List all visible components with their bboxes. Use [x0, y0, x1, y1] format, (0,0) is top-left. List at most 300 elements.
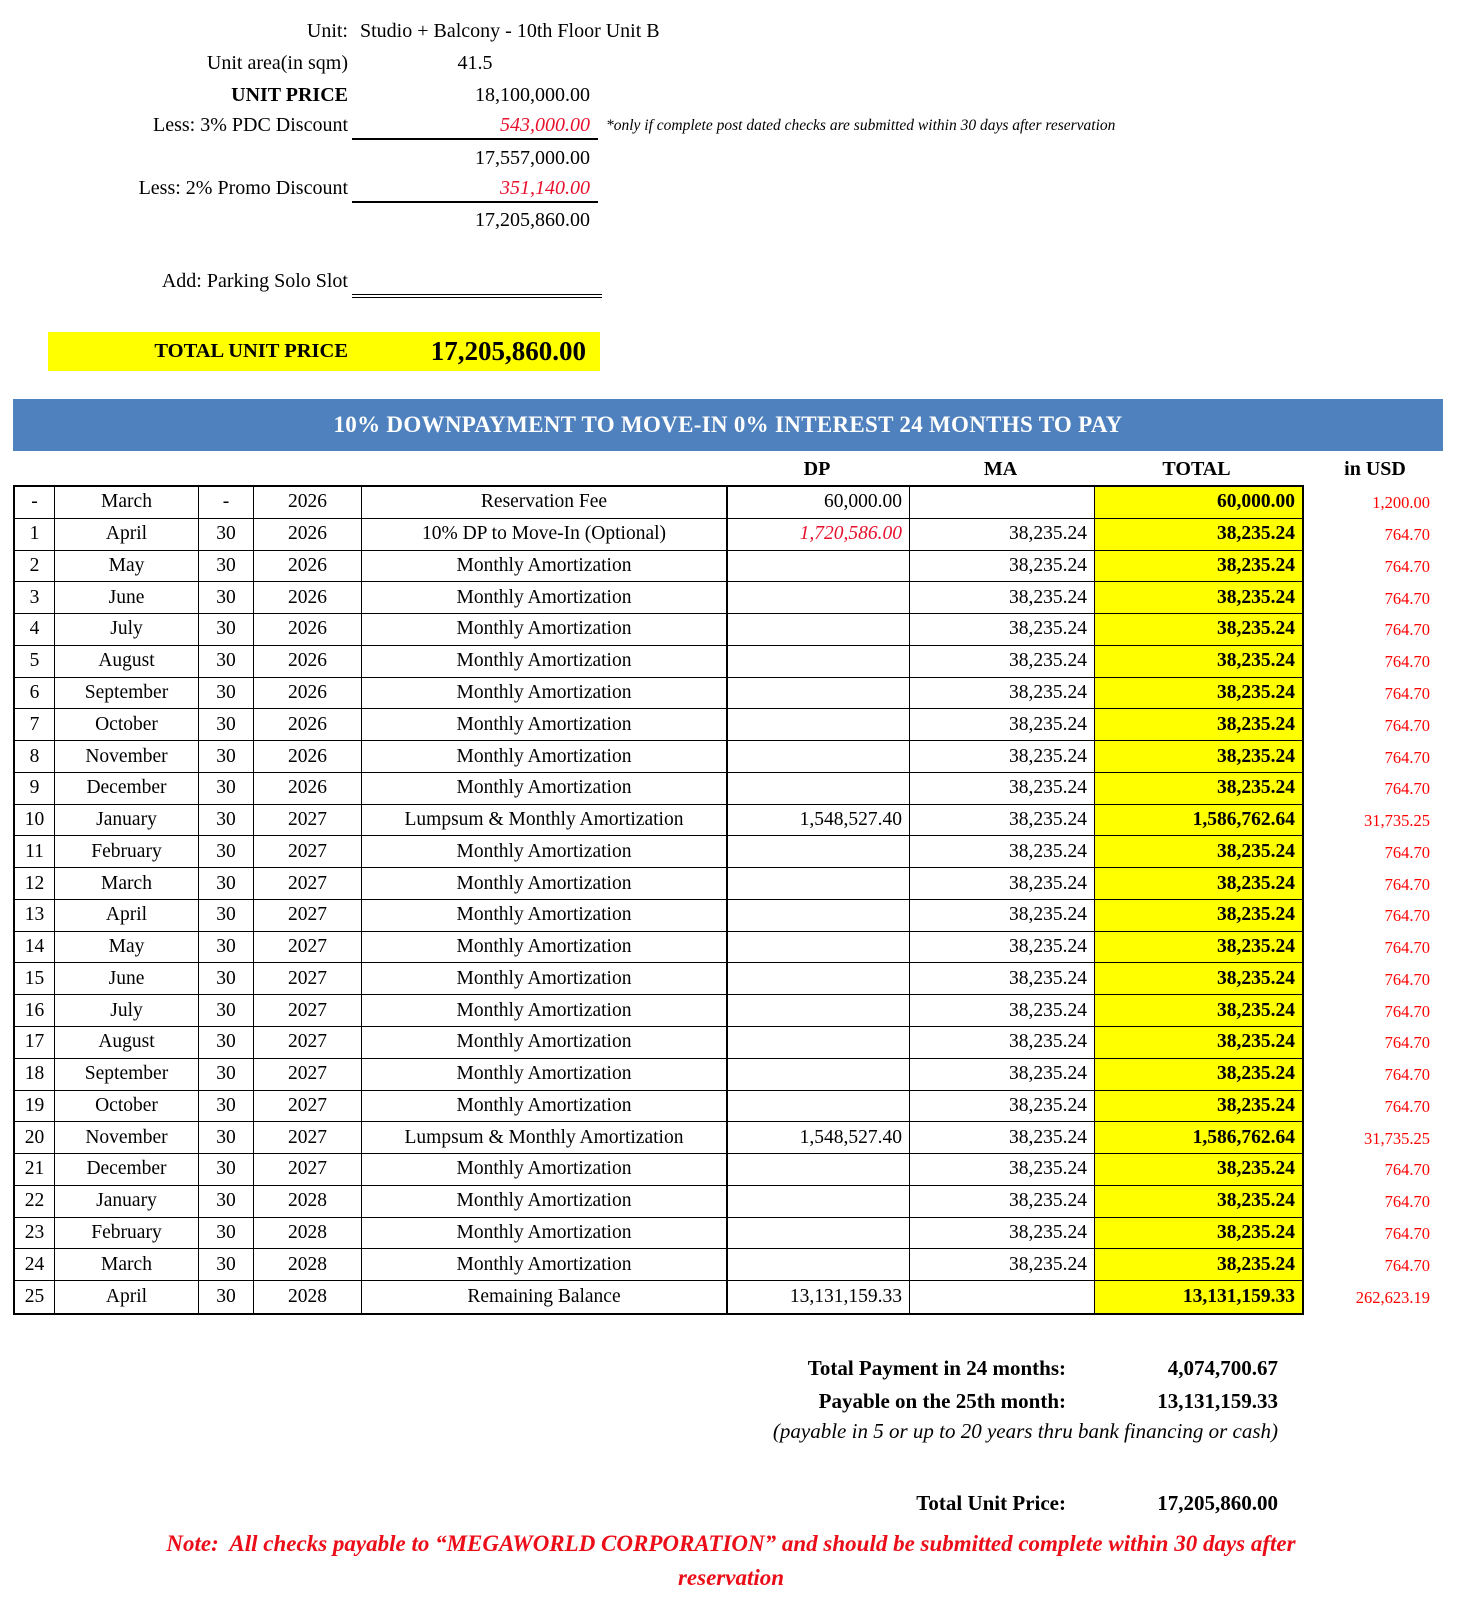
cell-d: 30: [199, 678, 254, 709]
cell-desc: Monthly Amortization: [362, 582, 728, 613]
summary-total-unit-price-label: Total Unit Price:: [916, 1490, 1066, 1515]
table-row: [15, 1027, 1302, 1059]
table-row: [15, 1091, 1302, 1123]
cell-d: 30: [199, 900, 254, 931]
cell-ma: [910, 487, 1095, 518]
cell-y: 2026: [254, 551, 362, 582]
cell-month: March: [55, 1249, 199, 1280]
column-header-usd: in USD: [1344, 458, 1406, 480]
table-row: [15, 773, 1302, 805]
cell-ma: 38,235.24: [910, 1186, 1095, 1217]
cell-usd: 31,735.25: [1364, 811, 1430, 831]
summary-total-unit-price-value: 17,205,860.00: [1157, 1490, 1278, 1515]
cell-desc: Monthly Amortization: [362, 551, 728, 582]
cell-total: 1,586,762.64: [1095, 1122, 1302, 1153]
summary-total-unit-price-row: [0, 1487, 1278, 1519]
cell-dp: [728, 741, 910, 772]
cell-desc: Monthly Amortization: [362, 646, 728, 677]
cell-dp: [728, 1249, 910, 1280]
cell-y: 2026: [254, 646, 362, 677]
payable-25th-value: 13,131,159.33: [1157, 1388, 1278, 1413]
cell-dp: [728, 1059, 910, 1090]
cell-d: 30: [199, 1059, 254, 1090]
cell-n: 17: [15, 1027, 55, 1058]
cell-ma: 38,235.24: [910, 1218, 1095, 1249]
cell-dp: 60,000.00: [728, 487, 910, 518]
cell-d: 30: [199, 932, 254, 963]
unit-area-row: [0, 52, 598, 75]
checks-note-line2: reservation: [677, 1565, 785, 1590]
cell-d: -: [199, 487, 254, 518]
cell-total: 38,235.24: [1095, 995, 1302, 1026]
unit-price-value: 18,100,000.00: [475, 84, 590, 106]
table-row: [15, 614, 1302, 646]
cell-ma: 38,235.24: [910, 1122, 1095, 1153]
unit-area-label: Unit area(in sqm): [206, 52, 348, 74]
cell-n: 15: [15, 963, 55, 994]
cell-total: 38,235.24: [1095, 1249, 1302, 1280]
cell-total: 38,235.24: [1095, 551, 1302, 582]
table-row: [15, 995, 1302, 1027]
cell-n: 6: [15, 678, 55, 709]
cell-desc: Monthly Amortization: [362, 932, 728, 963]
cell-total: 38,235.24: [1095, 1218, 1302, 1249]
cell-total: 38,235.24: [1095, 646, 1302, 677]
cell-dp: 13,131,159.33: [728, 1281, 910, 1313]
cell-d: 30: [199, 1281, 254, 1313]
cell-month: March: [55, 868, 199, 899]
cell-total: 38,235.24: [1095, 1154, 1302, 1185]
cell-dp: [728, 1027, 910, 1058]
cell-y: 2026: [254, 773, 362, 804]
cell-d: 30: [199, 836, 254, 867]
cell-d: 30: [199, 805, 254, 836]
cell-month: November: [55, 1122, 199, 1153]
cell-desc: Monthly Amortization: [362, 1059, 728, 1090]
cell-n: 5: [15, 646, 55, 677]
table-row: [15, 1249, 1302, 1281]
cell-total: 13,131,159.33: [1095, 1281, 1302, 1313]
cell-ma: 38,235.24: [910, 932, 1095, 963]
unit-price-row: [0, 84, 598, 107]
cell-d: 30: [199, 1249, 254, 1280]
cell-d: 30: [199, 519, 254, 550]
usd-column: [1304, 485, 1454, 1313]
cell-n: 24: [15, 1249, 55, 1280]
cell-dp: [728, 551, 910, 582]
column-header-ma: MA: [983, 458, 1018, 480]
cell-d: 30: [199, 773, 254, 804]
cell-n: 11: [15, 836, 55, 867]
cell-total: 38,235.24: [1095, 614, 1302, 645]
cell-usd: 764.70: [1384, 747, 1430, 767]
cell-y: 2027: [254, 1154, 362, 1185]
cell-usd: 764.70: [1384, 1223, 1430, 1243]
cell-total: 60,000.00: [1095, 487, 1302, 518]
cell-dp: 1,720,586.00: [728, 519, 910, 550]
cell-total: 38,235.24: [1095, 773, 1302, 804]
unit-value: Studio + Balcony - 10th Floor Unit B: [360, 20, 660, 42]
cell-n: 16: [15, 995, 55, 1026]
cell-dp: [728, 614, 910, 645]
payable-25th-row: [0, 1385, 1278, 1417]
schedule-column-headers: [13, 451, 1450, 483]
cell-ma: 38,235.24: [910, 1154, 1095, 1185]
cell-desc: Monthly Amortization: [362, 678, 728, 709]
cell-dp: [728, 1154, 910, 1185]
cell-n: 14: [15, 932, 55, 963]
cell-usd: 764.70: [1384, 683, 1430, 703]
promo-discount-label: Less: 2% Promo Discount: [138, 177, 348, 199]
table-row: [15, 551, 1302, 583]
cell-y: 2027: [254, 900, 362, 931]
cell-usd: 764.70: [1384, 525, 1430, 545]
cell-y: 2027: [254, 1122, 362, 1153]
cell-n: -: [15, 487, 55, 518]
cell-d: 30: [199, 868, 254, 899]
cell-month: December: [55, 1154, 199, 1185]
cell-d: 30: [199, 551, 254, 582]
promo-discount-value: 351,140.00: [352, 177, 598, 203]
pdc-discount-value: 543,000.00: [352, 114, 598, 140]
cell-d: 30: [199, 1027, 254, 1058]
cell-d: 30: [199, 1154, 254, 1185]
cell-desc: Monthly Amortization: [362, 1154, 728, 1185]
cell-desc: Monthly Amortization: [362, 1027, 728, 1058]
cell-n: 19: [15, 1091, 55, 1122]
total-payment-row: [0, 1352, 1278, 1384]
cell-usd: 764.70: [1384, 1255, 1430, 1275]
cell-desc: Monthly Amortization: [362, 614, 728, 645]
cell-usd: 764.70: [1384, 874, 1430, 894]
cell-y: 2027: [254, 836, 362, 867]
table-row: [15, 1186, 1302, 1218]
cell-desc: Monthly Amortization: [362, 963, 728, 994]
cell-usd: 1,200.00: [1372, 493, 1430, 513]
table-row: [15, 646, 1302, 678]
schedule-table-wrap: [13, 485, 1454, 1315]
cell-n: 3: [15, 582, 55, 613]
cell-y: 2026: [254, 678, 362, 709]
cell-month: April: [55, 900, 199, 931]
cell-usd: 764.70: [1384, 556, 1430, 576]
cell-y: 2026: [254, 582, 362, 613]
cell-ma: 38,235.24: [910, 868, 1095, 899]
cell-usd: 764.70: [1384, 1065, 1430, 1085]
cell-month: September: [55, 678, 199, 709]
checks-note: [26, 1527, 1436, 1595]
cell-d: 30: [199, 646, 254, 677]
cell-usd: 764.70: [1384, 842, 1430, 862]
cell-n: 23: [15, 1218, 55, 1249]
cell-month: May: [55, 932, 199, 963]
cell-month: September: [55, 1059, 199, 1090]
cell-month: June: [55, 582, 199, 613]
cell-desc: Monthly Amortization: [362, 709, 728, 740]
cell-d: 30: [199, 1091, 254, 1122]
pdc-discount-row: [0, 114, 598, 140]
cell-y: 2028: [254, 1218, 362, 1249]
pdc-condition-note: *only if complete post dated checks are submitted within 30 days after reservation: [606, 117, 1116, 134]
cell-usd: 764.70: [1384, 715, 1430, 735]
cell-total: 38,235.24: [1095, 1027, 1302, 1058]
cell-y: 2027: [254, 805, 362, 836]
cell-d: 30: [199, 614, 254, 645]
cell-desc: Monthly Amortization: [362, 995, 728, 1026]
table-row: [15, 1281, 1302, 1313]
total-unit-price-value: 17,205,860.00: [430, 336, 586, 366]
cell-ma: 38,235.24: [910, 582, 1095, 613]
cell-ma: 38,235.24: [910, 773, 1095, 804]
cell-desc: Monthly Amortization: [362, 868, 728, 899]
cell-month: April: [55, 519, 199, 550]
table-row: [15, 1122, 1302, 1154]
total-unit-price-label: TOTAL UNIT PRICE: [154, 340, 348, 362]
cell-total: 38,235.24: [1095, 741, 1302, 772]
cell-total: 38,235.24: [1095, 519, 1302, 550]
cell-usd: 764.70: [1384, 1001, 1430, 1021]
cell-month: October: [55, 709, 199, 740]
unit-label: Unit:: [306, 20, 348, 42]
payment-plan-banner: 10% DOWNPAYMENT TO MOVE-IN 0% INTEREST 24 MONTHS TO PAY: [13, 399, 1443, 451]
cell-dp: [728, 900, 910, 931]
cell-dp: [728, 868, 910, 899]
cell-dp: [728, 1186, 910, 1217]
cell-dp: [728, 963, 910, 994]
cell-total: 1,586,762.64: [1095, 805, 1302, 836]
cell-usd: 764.70: [1384, 620, 1430, 640]
cell-n: 8: [15, 741, 55, 772]
schedule-table: [13, 485, 1304, 1315]
cell-month: May: [55, 551, 199, 582]
cell-month: August: [55, 1027, 199, 1058]
cell-total: 38,235.24: [1095, 678, 1302, 709]
cell-y: 2027: [254, 1027, 362, 1058]
cell-ma: 38,235.24: [910, 1027, 1095, 1058]
table-row: [15, 868, 1302, 900]
cell-ma: [910, 1281, 1095, 1313]
cell-d: 30: [199, 963, 254, 994]
subtotal-after-pdc-value: 17,557,000.00: [475, 147, 590, 169]
cell-ma: 38,235.24: [910, 646, 1095, 677]
cell-month: February: [55, 836, 199, 867]
cell-y: 2026: [254, 487, 362, 518]
cell-month: January: [55, 1186, 199, 1217]
column-header-dp: DP: [803, 458, 831, 480]
cell-desc: Monthly Amortization: [362, 1249, 728, 1280]
cell-n: 13: [15, 900, 55, 931]
cell-y: 2026: [254, 614, 362, 645]
pdc-discount-label: Less: 3% PDC Discount: [153, 114, 348, 136]
cell-dp: [728, 1218, 910, 1249]
cell-usd: 31,735.25: [1364, 1128, 1430, 1148]
cell-desc: Lumpsum & Monthly Amortization: [362, 1122, 728, 1153]
cell-d: 30: [199, 1186, 254, 1217]
cell-n: 10: [15, 805, 55, 836]
cell-n: 25: [15, 1281, 55, 1313]
table-row: [15, 805, 1302, 837]
subtotal-after-promo-value: 17,205,860.00: [475, 209, 590, 231]
cell-dp: [728, 1091, 910, 1122]
cell-usd: 764.70: [1384, 969, 1430, 989]
cell-total: 38,235.24: [1095, 1186, 1302, 1217]
column-header-total: TOTAL: [1162, 458, 1231, 480]
cell-usd: 764.70: [1384, 652, 1430, 672]
cell-y: 2028: [254, 1281, 362, 1313]
cell-usd: 764.70: [1384, 588, 1430, 608]
table-row: [15, 932, 1302, 964]
cell-d: 30: [199, 1122, 254, 1153]
cell-total: 38,235.24: [1095, 582, 1302, 613]
cell-ma: 38,235.24: [910, 963, 1095, 994]
financing-note: (payable in 5 or up to 20 years thru bank financing or cash): [772, 1419, 1278, 1443]
cell-month: July: [55, 614, 199, 645]
cell-usd: 764.70: [1384, 1192, 1430, 1212]
cell-n: 21: [15, 1154, 55, 1185]
cell-y: 2026: [254, 709, 362, 740]
cell-ma: 38,235.24: [910, 678, 1095, 709]
cell-ma: 38,235.24: [910, 551, 1095, 582]
cell-n: 2: [15, 551, 55, 582]
cell-dp: [728, 678, 910, 709]
parking-label: Add: Parking Solo Slot: [161, 270, 348, 292]
cell-n: 4: [15, 614, 55, 645]
cell-ma: 38,235.24: [910, 614, 1095, 645]
cell-ma: 38,235.24: [910, 836, 1095, 867]
cell-month: March: [55, 487, 199, 518]
cell-y: 2028: [254, 1249, 362, 1280]
cell-dp: 1,548,527.40: [728, 1122, 910, 1153]
cell-desc: Monthly Amortization: [362, 1218, 728, 1249]
unit-row: [0, 20, 660, 43]
cell-desc: Monthly Amortization: [362, 836, 728, 867]
table-row: [15, 582, 1302, 614]
cell-total: 38,235.24: [1095, 709, 1302, 740]
cell-total: 38,235.24: [1095, 836, 1302, 867]
cell-dp: [728, 709, 910, 740]
cell-desc: Lumpsum & Monthly Amortization: [362, 805, 728, 836]
cell-dp: [728, 932, 910, 963]
cell-y: 2028: [254, 1186, 362, 1217]
cell-d: 30: [199, 1218, 254, 1249]
cell-month: August: [55, 646, 199, 677]
cell-ma: 38,235.24: [910, 709, 1095, 740]
cell-usd: 764.70: [1384, 779, 1430, 799]
cell-usd: 764.70: [1384, 1033, 1430, 1053]
table-row: [15, 836, 1302, 868]
cell-total: 38,235.24: [1095, 1091, 1302, 1122]
promo-discount-row: [0, 177, 598, 203]
payable-25th-label: Payable on the 25th month:: [818, 1388, 1066, 1413]
cell-y: 2027: [254, 1091, 362, 1122]
total-payment-label: Total Payment in 24 months:: [807, 1355, 1066, 1380]
parking-blank-line: [352, 270, 602, 298]
cell-y: 2027: [254, 995, 362, 1026]
cell-dp: [728, 773, 910, 804]
cell-ma: 38,235.24: [910, 1091, 1095, 1122]
table-row: [15, 487, 1302, 519]
subtotal-after-pdc-row: [0, 147, 598, 170]
cell-ma: 38,235.24: [910, 741, 1095, 772]
cell-ma: 38,235.24: [910, 805, 1095, 836]
checks-note-line1: Note: All checks payable to “MEGAWORLD CORPORATION” and should be submitted complete within 30 days after: [166, 1531, 1296, 1556]
cell-ma: 38,235.24: [910, 519, 1095, 550]
cell-desc: Reservation Fee: [362, 487, 728, 518]
cell-dp: 1,548,527.40: [728, 805, 910, 836]
table-row: [15, 963, 1302, 995]
cell-total: 38,235.24: [1095, 868, 1302, 899]
cell-month: April: [55, 1281, 199, 1313]
cell-n: 9: [15, 773, 55, 804]
cell-desc: Monthly Amortization: [362, 1091, 728, 1122]
cell-ma: 38,235.24: [910, 995, 1095, 1026]
cell-total: 38,235.24: [1095, 932, 1302, 963]
cell-desc: 10% DP to Move-In (Optional): [362, 519, 728, 550]
cell-month: January: [55, 805, 199, 836]
cell-y: 2027: [254, 1059, 362, 1090]
cell-usd: 262,623.19: [1355, 1287, 1430, 1307]
cell-n: 22: [15, 1186, 55, 1217]
table-row: [15, 741, 1302, 773]
cell-ma: 38,235.24: [910, 900, 1095, 931]
cell-d: 30: [199, 995, 254, 1026]
table-row: [15, 678, 1302, 710]
cell-y: 2027: [254, 868, 362, 899]
cell-n: 1: [15, 519, 55, 550]
cell-y: 2026: [254, 519, 362, 550]
cell-dp: [728, 646, 910, 677]
cell-total: 38,235.24: [1095, 900, 1302, 931]
table-row: [15, 900, 1302, 932]
cell-desc: Monthly Amortization: [362, 1186, 728, 1217]
cell-desc: Remaining Balance: [362, 1281, 728, 1313]
cell-ma: 38,235.24: [910, 1059, 1095, 1090]
cell-month: December: [55, 773, 199, 804]
table-row: [15, 709, 1302, 741]
cell-usd: 764.70: [1384, 1096, 1430, 1116]
parking-row: [0, 270, 602, 298]
cell-usd: 764.70: [1384, 906, 1430, 926]
cell-total: 38,235.24: [1095, 963, 1302, 994]
cell-n: 12: [15, 868, 55, 899]
cell-dp: [728, 836, 910, 867]
cell-n: 20: [15, 1122, 55, 1153]
cell-d: 30: [199, 709, 254, 740]
cell-dp: [728, 995, 910, 1026]
table-row: [15, 1218, 1302, 1250]
cell-dp: [728, 582, 910, 613]
cell-month: February: [55, 1218, 199, 1249]
subtotal-after-promo-row: [0, 209, 598, 232]
cell-d: 30: [199, 741, 254, 772]
unit-price-label: UNIT PRICE: [231, 84, 348, 106]
total-unit-price-bar: [48, 332, 600, 371]
unit-area-value: 41.5: [457, 52, 493, 74]
cell-desc: Monthly Amortization: [362, 773, 728, 804]
cell-desc: Monthly Amortization: [362, 900, 728, 931]
cell-usd: 764.70: [1384, 938, 1430, 958]
cell-n: 7: [15, 709, 55, 740]
cell-desc: Monthly Amortization: [362, 741, 728, 772]
table-row: [15, 1059, 1302, 1091]
cell-d: 30: [199, 582, 254, 613]
cell-usd: 764.70: [1384, 1160, 1430, 1180]
total-payment-value: 4,074,700.67: [1167, 1355, 1278, 1380]
table-row: [15, 1154, 1302, 1186]
cell-month: June: [55, 963, 199, 994]
cell-ma: 38,235.24: [910, 1249, 1095, 1280]
cell-total: 38,235.24: [1095, 1059, 1302, 1090]
